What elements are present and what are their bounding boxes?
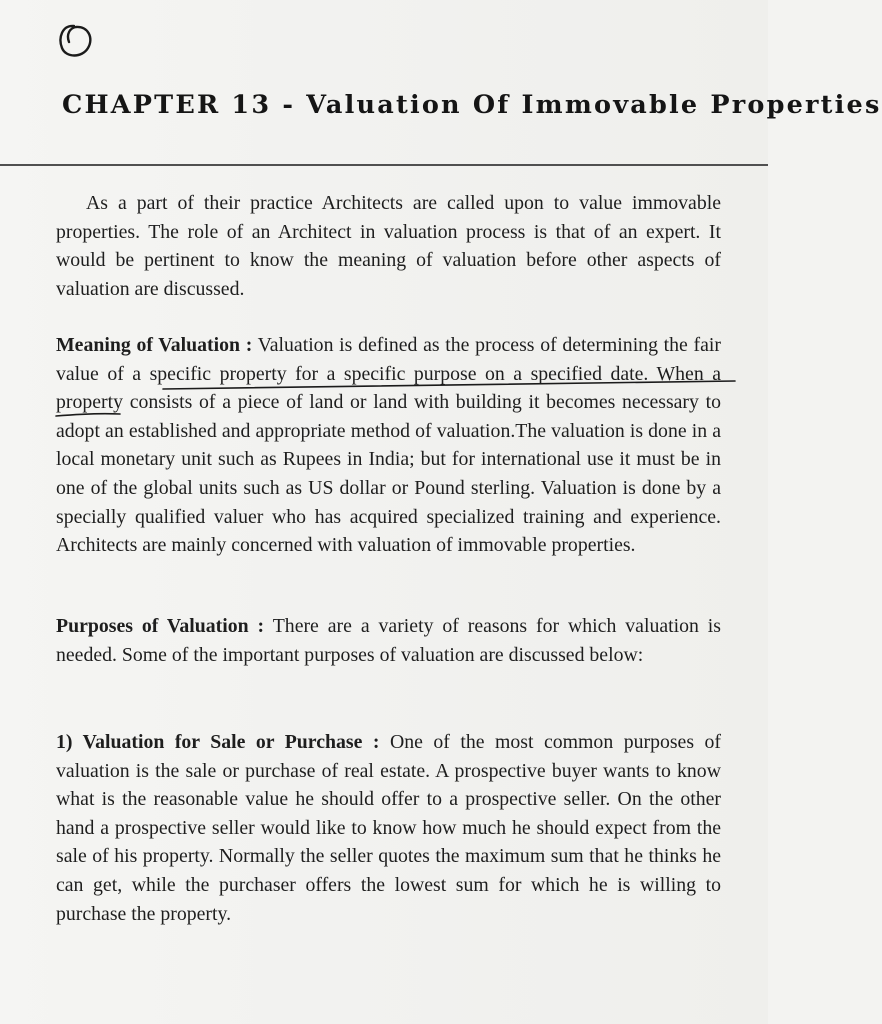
sale-purchase-heading: 1) Valuation for Sale or Purchase : [56,731,380,753]
meaning-heading: Meaning of Valuation : [56,334,253,356]
purposes-heading: Purposes of Valuation : [56,615,265,637]
header-divider [0,164,768,166]
intro-paragraph: As a part of their practice Architects are called upon to value immovable properties. The role of an Architect in valuation process is that of an expert. It would be pertinent to know the meaning of valuation before other aspects of valuation are discussed. [56,192,721,300]
chapter-title: CHAPTER 13 - Valuation Of Immovable Properties [62,90,882,120]
meaning-paragraph [56,331,721,560]
sale-purchase-paragraph [56,728,721,928]
purposes-paragraph [56,612,721,669]
sale-purchase-text: One of the most common purposes of valuation is the sale or purchase of real estate. A prospective buyer wants to know what is the reasonable value he should offer to a prospective seller. On the other hand a prospective seller would like to know how much he should expect from the sale of his property. Normally the seller quotes the maximum sum that he thinks he can get, while the purchaser offers the lowest sum for which he is willing to purchase the property. [56,731,721,925]
handwritten-page-mark [52,18,98,64]
meaning-text: Valuation is defined as the process of determining the fair value of a specific property for a specific purpose on a specified date. When a property consists of a piece of land or land with building it becomes necessary to adopt an established and appropriate method of valuation.The valuation is done in a local monetary unit such as Rupees in India; but for international use it must be in one of the global units such as US dollar or Pound sterling. Valuation is done by a specially qualified valuer who has acquired specialized training and experience. Architects are mainly concerned with valuation of immovable properties. [56,334,721,557]
purposes-text: There are a variety of reasons for which valuation is needed. Some of the important purposes of valuation are discussed below: [56,615,722,666]
